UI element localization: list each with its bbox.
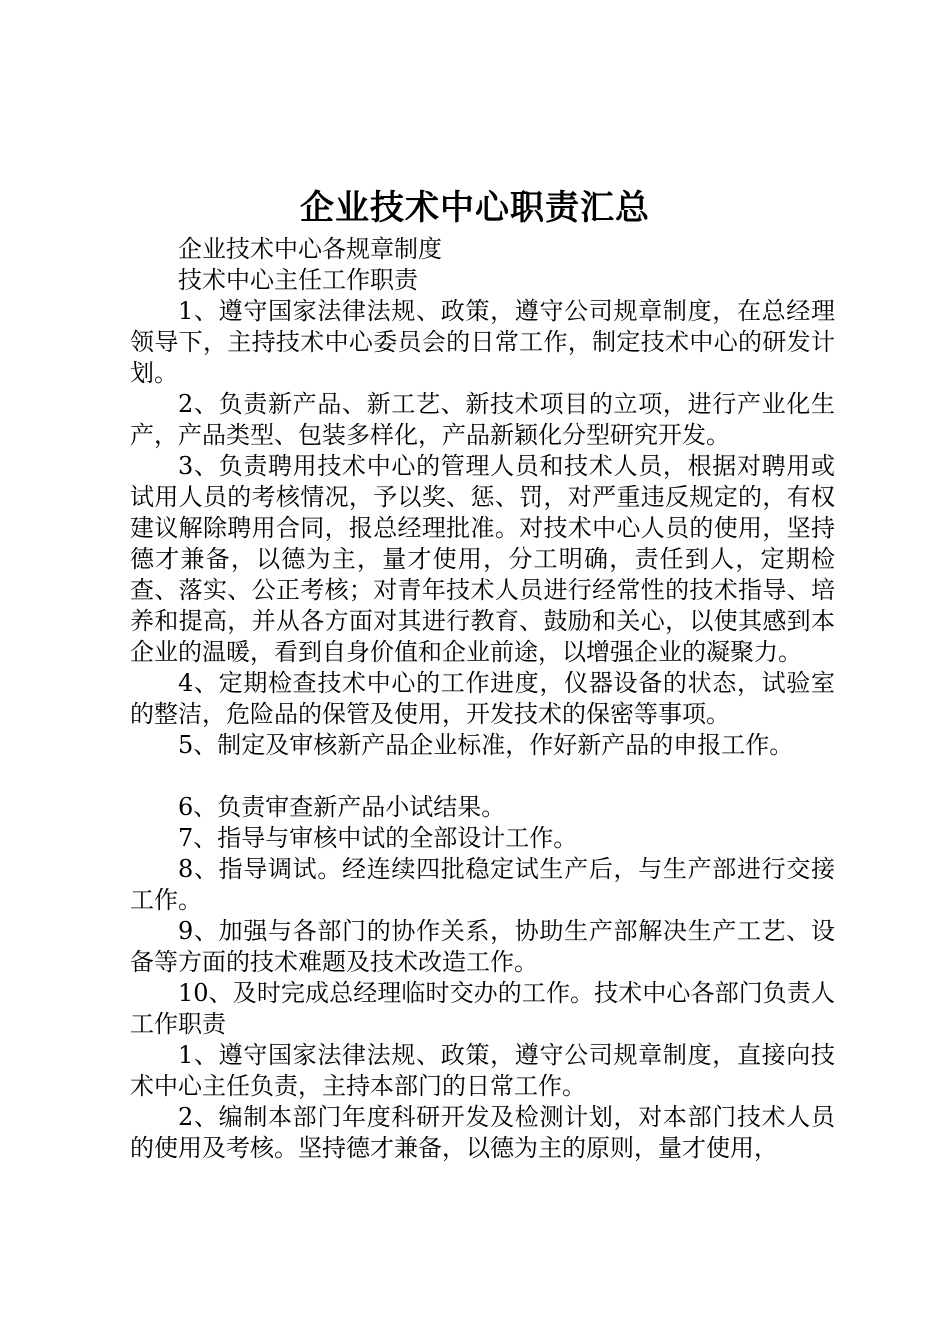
paragraph: 3、负责聘用技术中心的管理人员和技术人员，根据对聘用或试用人员的考核情况，予以奖、惩、罚，对严重违反规定的，有权建议解除聘用合同，报总经理批准。对技术中心人员的使用，坚持德才兼备，以德为主，量才使用，分工明确，责任到人，定期检查、落实、公正考核；对青年技术人员进行经常性的技术指导、培养和提高，并从各方面对其进行教育、鼓励和关心，以使其感到本企业的温暖，看到自身价值和企业前途，以增强企业的凝聚力。 bbox=[130, 452, 835, 666]
paragraph: 2、编制本部门年度科研开发及检测计划，对本部门技术人员的使用及考核。坚持德才兼备，以德为主的原则，量才使用， bbox=[130, 1103, 835, 1162]
paragraph: 1、遵守国家法律法规、政策，遵守公司规章制度，在总经理领导下，主持技术中心委员会的日常工作，制定技术中心的研发计划。 bbox=[130, 297, 835, 387]
paragraph: 10、及时完成总经理临时交办的工作。技术中心各部门负责人工作职责 bbox=[130, 979, 835, 1038]
paragraph: 7、指导与审核中试的全部设计工作。 bbox=[178, 824, 578, 852]
section-subheading: 技术中心主任工作职责 bbox=[178, 266, 418, 294]
paragraph: 2、负责新产品、新工艺、新技术项目的立项，进行产业化生产，产品类型、包装多样化，产品新颖化分型研究开发。 bbox=[130, 390, 835, 449]
paragraph: 5、制定及审核新产品企业标准，作好新产品的申报工作。 bbox=[178, 731, 794, 759]
document-body bbox=[130, 234, 835, 1164]
paragraph: 4、定期检查技术中心的工作进度，仪器设备的状态，试验室的整洁，危险品的保管及使用，开发技术的保密等事项。 bbox=[130, 669, 835, 728]
paragraph: 1、遵守国家法律法规、政策，遵守公司规章制度，直接向技术中心主任负责，主持本部门的日常工作。 bbox=[130, 1041, 835, 1100]
paragraph: 9、加强与各部门的协作关系，协助生产部解决生产工艺、设备等方面的技术难题及技术改造工作。 bbox=[130, 917, 835, 976]
paragraph: 8、指导调试。经连续四批稳定试生产后，与生产部进行交接工作。 bbox=[130, 855, 835, 914]
paragraph: 6、负责审查新产品小试结果。 bbox=[178, 793, 506, 821]
section-heading: 企业技术中心各规章制度 bbox=[178, 235, 442, 263]
document-title: 企业技术中心职责汇总 bbox=[300, 188, 650, 228]
